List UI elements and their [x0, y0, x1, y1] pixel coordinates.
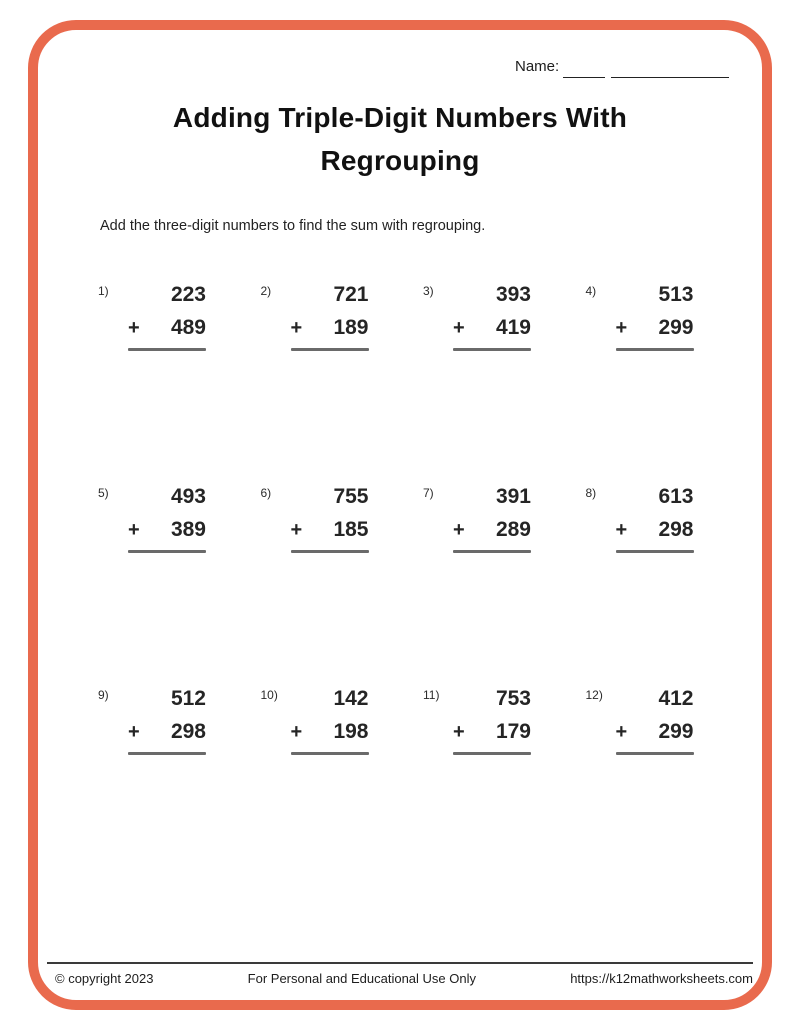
- footer: [47, 971, 753, 986]
- bottom-addend: 185: [333, 518, 369, 541]
- problem-number: 9): [98, 688, 109, 702]
- bottom-addend: 179: [495, 720, 531, 743]
- problem-column: [128, 281, 206, 351]
- bottom-addend-row: [616, 516, 694, 544]
- footer-divider: [47, 962, 753, 964]
- problem-column: [291, 483, 369, 553]
- problem-column: [291, 281, 369, 351]
- problem-number: 2): [260, 284, 272, 298]
- answer-line: [453, 752, 531, 755]
- problem: [586, 685, 749, 755]
- problem-number: 5): [98, 486, 109, 500]
- problem: [261, 483, 424, 553]
- top-addend: 755: [333, 485, 369, 508]
- answer-line: [291, 550, 369, 553]
- top-addend: 391: [495, 485, 531, 508]
- problem-column: [128, 483, 206, 553]
- top-addend: 613: [658, 485, 694, 508]
- bottom-addend: 298: [170, 720, 206, 743]
- name-row: [515, 58, 729, 78]
- answer-line: [128, 348, 206, 351]
- bottom-addend: 189: [333, 316, 369, 339]
- bottom-addend: 289: [495, 518, 531, 541]
- answer-line: [291, 752, 369, 755]
- page-title-line1: Adding Triple-Digit Numbers With: [172, 102, 628, 133]
- name-blank-line: [563, 60, 605, 78]
- problem-column: [291, 685, 369, 755]
- problem-number: 4): [585, 284, 597, 298]
- top-addend: 721: [333, 283, 369, 306]
- bottom-addend-row: [291, 516, 369, 544]
- problem-column: [616, 483, 694, 553]
- plus-sign: +: [453, 317, 465, 339]
- instruction-text: Add the three-digit numbers to find the sum with regrouping.: [100, 218, 486, 234]
- page-title: [36, 96, 764, 182]
- usage-text: For Personal and Educational Use Only: [247, 971, 477, 986]
- answer-line: [291, 348, 369, 351]
- problem: [98, 483, 261, 553]
- bottom-addend: 489: [170, 316, 206, 339]
- problem: [423, 685, 586, 755]
- bottom-addend-row: [291, 718, 369, 746]
- bottom-addend: 419: [495, 316, 531, 339]
- problem-column: [616, 281, 694, 351]
- bottom-addend-row: [128, 718, 206, 746]
- problem-number: 12): [585, 688, 603, 702]
- problem-number: 3): [423, 284, 434, 298]
- problem-number: 10): [260, 688, 278, 702]
- problems-grid: [98, 281, 748, 755]
- bottom-addend: 389: [170, 518, 206, 541]
- page-title-line2: Regrouping: [320, 145, 480, 176]
- answer-line: [616, 752, 694, 755]
- problem: [261, 685, 424, 755]
- name-label: Name:: [515, 58, 560, 75]
- bottom-addend-row: [128, 516, 206, 544]
- problem-number: 11): [423, 688, 440, 702]
- top-addend: 513: [658, 283, 694, 306]
- plus-sign: +: [128, 721, 140, 743]
- problem: [98, 685, 261, 755]
- problem-column: [128, 685, 206, 755]
- top-addend: 393: [495, 283, 531, 306]
- answer-line: [128, 550, 206, 553]
- problem-number: 8): [585, 486, 597, 500]
- plus-sign: +: [453, 519, 465, 541]
- problem: [423, 483, 586, 553]
- bottom-addend: 298: [658, 518, 694, 541]
- bottom-addend: 299: [658, 720, 694, 743]
- answer-line: [616, 348, 694, 351]
- problem: [586, 281, 749, 351]
- problem-column: [453, 685, 531, 755]
- answer-line: [128, 752, 206, 755]
- bottom-addend-row: [616, 314, 694, 342]
- problem: [423, 281, 586, 351]
- problem-number: 7): [423, 486, 434, 500]
- top-addend: 223: [170, 283, 206, 306]
- bottom-addend-row: [291, 314, 369, 342]
- problem: [98, 281, 261, 351]
- plus-sign: +: [615, 519, 628, 541]
- plus-sign: +: [615, 721, 628, 743]
- plus-sign: +: [128, 519, 140, 541]
- top-addend: 142: [333, 687, 369, 710]
- problem-column: [453, 483, 531, 553]
- bottom-addend: 299: [658, 316, 694, 339]
- problem: [261, 281, 424, 351]
- top-addend: 753: [495, 687, 531, 710]
- problem: [586, 483, 749, 553]
- top-addend: 493: [170, 485, 206, 508]
- problem-column: [616, 685, 694, 755]
- problem-number: 6): [260, 486, 272, 500]
- plus-sign: +: [290, 317, 303, 339]
- answer-line: [453, 348, 531, 351]
- website-url: https://k12mathworksheets.com: [570, 971, 753, 986]
- plus-sign: +: [128, 317, 140, 339]
- bottom-addend-row: [453, 314, 531, 342]
- plus-sign: +: [453, 721, 465, 743]
- bottom-addend-row: [128, 314, 206, 342]
- plus-sign: +: [290, 519, 303, 541]
- plus-sign: +: [615, 317, 628, 339]
- bottom-addend: 198: [333, 720, 369, 743]
- plus-sign: +: [290, 721, 303, 743]
- answer-line: [453, 550, 531, 553]
- bottom-addend-row: [453, 718, 531, 746]
- problem-column: [453, 281, 531, 351]
- top-addend: 412: [658, 687, 694, 710]
- problem-number: 1): [98, 284, 109, 298]
- bottom-addend-row: [453, 516, 531, 544]
- name-blank-line: [611, 60, 729, 78]
- top-addend: 512: [170, 687, 206, 710]
- copyright-text: © copyright 2023: [55, 971, 154, 986]
- bottom-addend-row: [616, 718, 694, 746]
- answer-line: [616, 550, 694, 553]
